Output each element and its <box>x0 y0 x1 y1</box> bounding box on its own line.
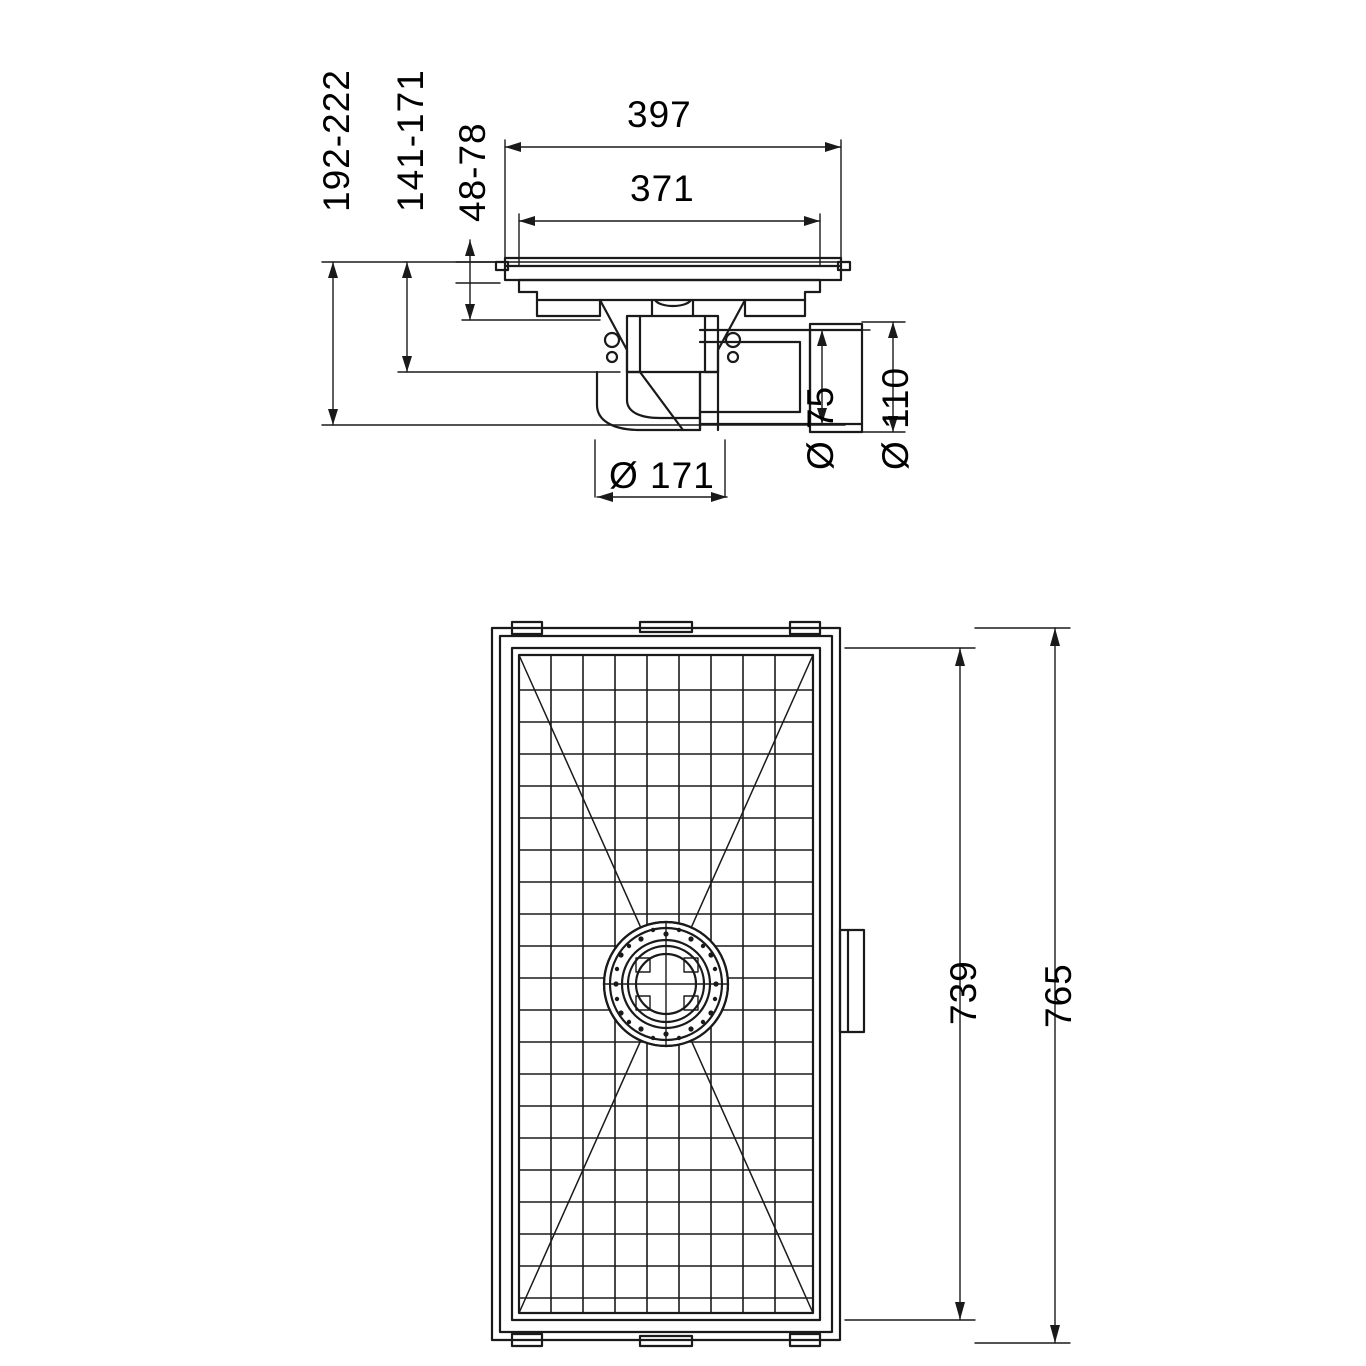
dimension-label-width-outer: 397 <box>627 94 692 135</box>
dimension-label-width-inner: 371 <box>630 168 695 209</box>
dimension-label-height-top: 48-78 <box>452 122 493 222</box>
dimension-label-height-total: 192-222 <box>316 69 357 212</box>
dimension-label-height-middle: 141-171 <box>390 69 431 212</box>
dimension-label-diameter-outlet-inner: Ø 75 <box>800 385 841 470</box>
dimension-label-diameter-body: Ø 171 <box>609 455 715 496</box>
dimension-label-length-inner: 739 <box>943 960 984 1025</box>
dimension-label-diameter-outlet-outer: Ø 110 <box>875 366 916 470</box>
dimension-label-length-outer: 765 <box>1038 963 1079 1028</box>
